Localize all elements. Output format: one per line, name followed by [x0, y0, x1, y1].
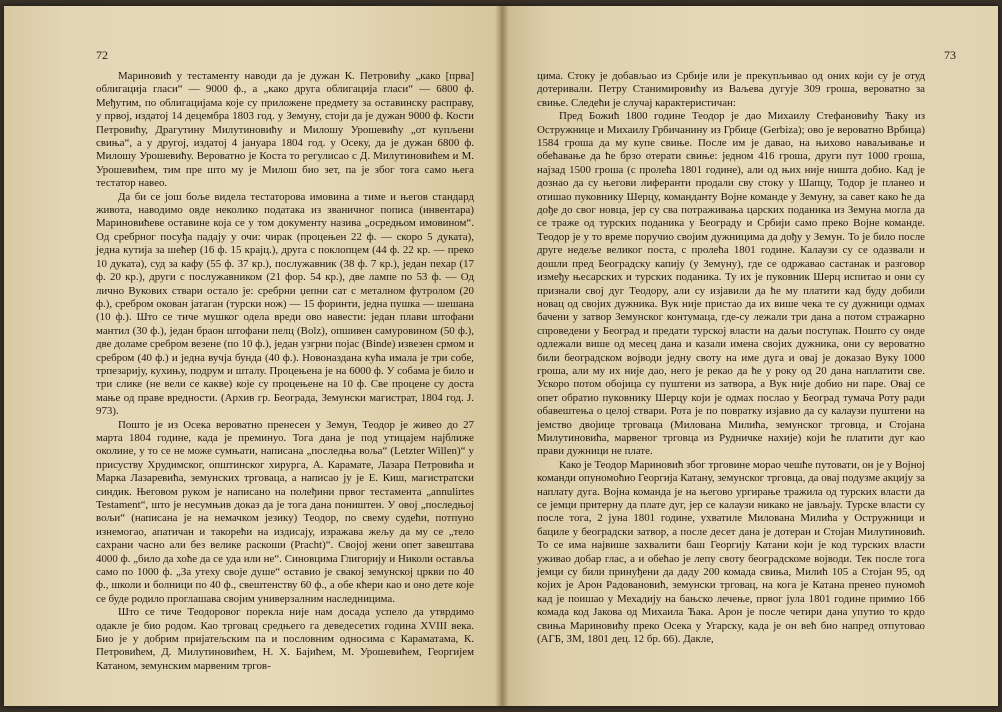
- right-page: [501, 6, 998, 706]
- paragraph: Да би се још боље видела тестаторова имовина а тиме и његов стандард живота, наводимо овде неколико података из званичног пописа (инвентара) Мариновићеве оставине која се у том документу назива „осредњом имовином“. Од сребрног посуђа падају у очи: чирак (процењен 22 ф. — скоро 5 дуката), једна кутија за шећер (16 ф. 15 крајц.), друга с поклопцем (44 ф. 22 кр. — преко 10 дуката), суд за кафу (55 ф. 37 кр.), послужавник (38 ф. 7 кр.), један пехар (17 ф. 20 кр.), други с послужавником (21 фор. 54 кр.), две лампе по 53 ф. — Од лично Вукових ствари остало је: сребрни џепни сат с металном футролом (20 ф.), сребром окован јатаган (турски нож) — 15 форинти, једна пушка — шешана (10 ф.). Што се тиче мушког одела вреди ово навести: један плави штофани мантил (30 ф.), један браон штофани пелц (Bolz), опшивен самуровином (50 ф.), две доламе сребром везене (по 10 ф.), један узгрни појас (Binde) извезен срмом и сребром (40 ф.) и једна вучја бунда (40 ф.). Новоназдана кућа имала је три собе, трпезарију, кухињу, подрум и шталу. Процењена је на 6000 ф. У собама је било и три слике (не вели се какве) које су процењене на 10 ф. Све процене су доста мање од праве вредности. (Архив гр. Београда, Земунски магистрат, 1804 год. J. 973).: [96, 190, 474, 418]
- page-text: [537, 70, 925, 646]
- paragraph: цима. Стоку је добављао из Србије или је прекупљивао од оних који су је отуд дотеривали. Петру Станимировићу из Ваљева дугује 309 гроша, вероватно за свиње. Следећи је случај карактеристичан:: [537, 70, 925, 109]
- paragraph: Пред Божић 1800 године Теодор је дао Михаилу Стефановићу Ћаку из Остружнице и Михаилу Грбичанину из Грбице (Gerbiza); ово је вероватно Врбица) 1584 гроша да му купе свиње. После им је давао, на њихово навaљивање и обећавање да ће брзо отерати свиње: једном 416 гроша, други пут 1000 гроша, најзад 1500 гроша (с пролећа 1801 године), али од њих није ништа добио. Кад је дознао да су његови лиферанти продали сву стоку у Шапцу, Тодор је планео и отишао пуковнику Шерцу, команданту Војне команде у Земуну, за савет како ће да дође до свог новца, јер су сва потраживања царских поданика из Земуна могла да се траже од турских поданика у Београду и Србији само преко Војне команде. Теодор је у то време поручио својим дужницима да дођу у Земун. То је било после друге недеље великог поста, с пролећа 1801 године. Калаузи су се одазвали и дошли пред Београдску капију (у Земуну), где се одржавао састанак и разговор између њесарских и турских поданика. Ту их је пуковник Шерц испитао и они су признали свој дуг Теодору, али су изјавили да ће му платити кад буду добили новац од својих дужника. Вук није пристао да их више чека те су дужници одмах бачени у затвор Земунског контумаца, где-су лежали три дана а потом стражарно спроведени у Београд и предати турској власти на даљи поступак. Пошто су онде одлежали више од месец дана и казали имена својих дужника, они су вероватно били београдском војводи једну своту на име дуга и овај је доказао Вуку 1000 гроша, али му их није дао, него је рекао да ће у року од 20 дана наплатити све. Ускоро потом обојица су пуштени из затвора, а Вук није добио ни паре. Овај се опет обратио пуковнику Шерцу који је одмах послао у Београд тумача Роту ради обавештења о целој ствари. Рота је по повратку изјавио да су калаузи пуштени на јемство двојице трговаца (Милована Милића, земунског трговца, и Стојана Милутиновића, марвеног трговца из Рудничке нахије) који ће платити дуг као прави дужници не плате.: [537, 110, 925, 458]
- paragraph: Што се тиче Теодоровог порекла није нам досада успело да утврдимо одакле је био родом. Као трговац средњего га деведесетих година XVIII века. Био је у добрим пријатељским па и пословним односима с Караматама, К. Петровићем, Д. Милутиновићем, Н. Х. Бајићем, М. Урошевићем, Георгијем Катаном, земунским марвеним тргов-: [96, 606, 474, 672]
- page-text: [96, 70, 474, 673]
- paragraph: Пошто је из Осека вероватно пренесен у Земун, Теодор је живео до 27 марта 1804 године, када је преминуо. Тога дана је под утицајем најближе околине, у то се не може сумњати, написана „последња воља“ (Letzter Willen)“ у присуству Хрудимског, општинског хирурга, А. Карамате, Лазара Петровића и Марка Лазаревића, земунских трговаца, а написао ју је Е. Киш, магистратски синдик. Његовом руком је написано на полеђини првог тестамента „annulirtes Testament“, што је несумњив доказ да је тога дана поништен. У овој „последњој вољи“ (написана је на немачком језику) Теодор, по свему судећи, потпуно изнемогао, апатичан и такорећи на издисају, изражава жељу да му се „тело сахрани часно али без велике раскоши (Pracht)“. Својој жени опет завештава 4000 ф. „било да хоће да се уда или не“. Синовцима Глигорију и Николи оставља само по 1000 ф. „За утеху своје душе“ оставио је свакој земунској цркви по 40 ф., школи и болници по 40 ф., свештенству 60 ф., а обе кћери као и оно дете које се буде родило проглашава својим универзалним наследницима.: [96, 418, 474, 605]
- paragraph: Мариновић у тестаменту наводи да је дужан К. Петровићу „како [прва] облигација гласи“ — 9000 ф., а „како друга облигација гласи“ — 6800 ф. Међутим, по облигацијама које су приложене предмету за оставинску расправу, у првој, издатој 14 децембра 1803 год. у Земуну, стоји да је дужан 9000 ф. Кости Петровићу, Драгутину Милутиновићу и Милошу Урошевићу „от купљени свиња“, а у другој, издатој 4 јануара 1804 год. у Осеку, да је дужан 6800 ф. Милошу Урошевићу. Вероватно је Коста то регулисао с Д. Милутиновићем и М. Урошевићем, тим пре што му је Милош био зет, па је због тога само њега тестатор навео.: [96, 70, 474, 190]
- page-number: 72: [96, 48, 108, 62]
- paragraph: Како је Теодор Мариновић због трговине морао чешће путовати, он је у Војној команди опуномоћио Георгија Катану, земунског трговца, да овај подузме акцију за наплату дуга. Војна команда је на његово ургирање тражила од турских власти да се јемци притерну да плате дуг, јер се калаузи никако не јављају. Турске власти су после тога, 2 јуна 1801 године, ухватиле Милована Милића у Остружници и бациле у београдски затвор, а после десет дана је дотеран и Стојан Милутиновић. То се има највише захвалити баш Георгију Катани који је код турских власти уживао добар глас, а и обећао је лепу своту београдскоме војводи. Тек после тога јемци су били принуђени да даду 200 комада свиња, Милић 105 а Стојан 95, од којих је Арон Радовановић, земунски трговац, на кога је Катана пренео пуномоћ кад је поишао у Мехадију на бањско лечење, првог јула 1801 године примио 166 комада код Јакова од Михаила Ћака. Арон је после четири дана упутио то крдо свиња Мариновићу преко Осека у Угарску, када је он већ био напред отпутовао (АГБ, ЗМ, 1801 дец. 12 бр. 66). Дакле,: [537, 458, 925, 646]
- left-page: [4, 6, 501, 706]
- page-number: 73: [944, 48, 956, 62]
- book-spread: [4, 6, 998, 706]
